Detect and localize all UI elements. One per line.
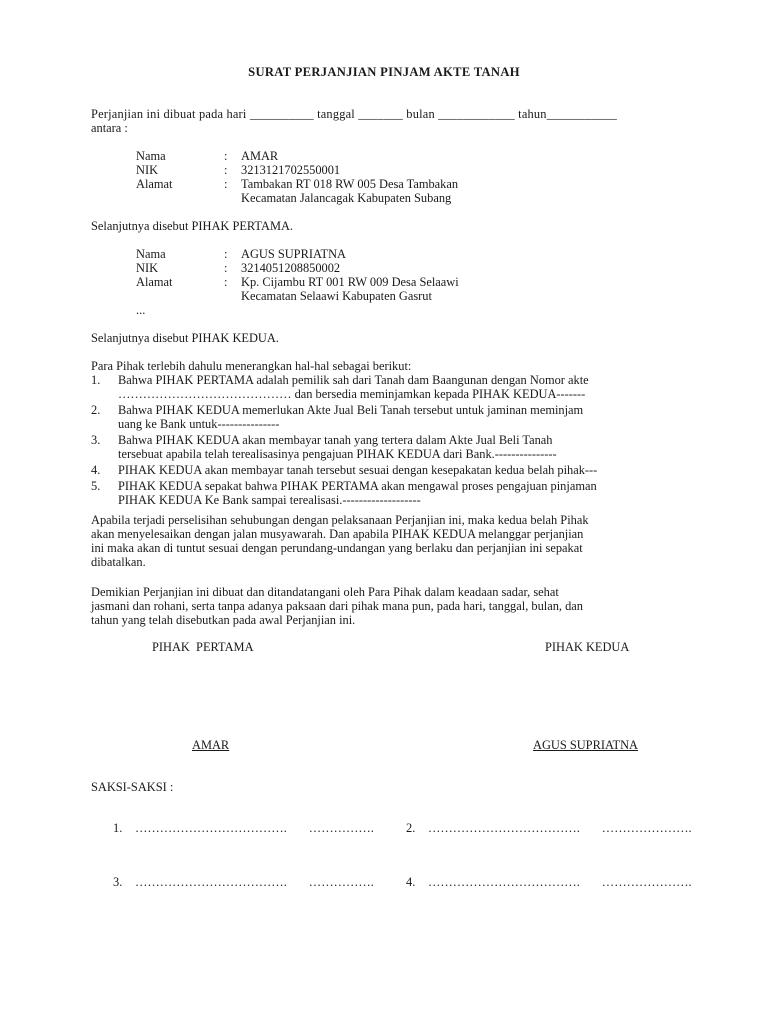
witness-line-1 [113,821,374,835]
signature-name-second: AGUS SUPRIATNA [533,738,638,752]
point-text: PIHAK KEDUA akan membayar tanah tersebut sesuai dengan kesepakatan kedua belah pihak--- [118,463,598,477]
witness-name-blank: ………………………………. [135,875,287,889]
witness-name-blank: ………………………………. [428,875,580,889]
name-label: Nama [136,247,166,261]
party-first-designation: Selanjutnya disebut PIHAK PERTAMA. [91,219,294,233]
paragraph-line: dibatalkan. [91,555,146,569]
witnesses-heading: SAKSI-SAKSI : [91,780,174,794]
list-item [91,479,703,507]
party-second-nik: 3214051208850002 [241,261,341,275]
witness-name-blank: ………………………………. [135,821,287,835]
colon: : [224,163,228,177]
nik-label: NIK [136,163,159,177]
point-text: tersebuat apabila telah terealisasinya pengajuan PIHAK KEDUA dari Bank.--------------- [118,447,557,461]
signature-label-second: PIHAK KEDUA [545,640,630,654]
name-label: Nama [136,149,166,163]
paragraph-line: Demikian Perjanjian ini dibuat dan ditandatangani oleh Para Pihak dalam keadaan sadar, sehat [91,585,559,599]
colon: : [224,247,228,261]
address-label: Alamat [136,275,173,289]
witness-line-2 [406,821,692,835]
dispute-paragraph [91,513,703,569]
colon: : [224,261,228,275]
witness-sign-blank: …………………. [601,821,692,835]
nik-label: NIK [136,261,159,275]
witness-sign-blank: ……………. [308,821,374,835]
closing-paragraph [91,585,703,627]
party-second-identity [136,247,556,317]
witness-number: 2. [406,821,416,835]
colon: : [224,149,228,163]
address-label: Alamat [136,177,173,191]
list-item [91,463,703,477]
signature-name-first: AMAR [192,738,230,752]
colon: : [224,275,228,289]
colon: : [224,177,228,191]
party-first-identity [136,149,556,205]
list-item [91,373,703,401]
paragraph-line: jasmani dan rohani, serta tanpa adanya paksaan dari pihak mana pun, pada hari, tanggal, bulan, dan [91,599,584,613]
intro-paragraph [91,107,703,135]
witness-number: 3. [113,875,123,889]
list-item [91,433,703,461]
party-second-name: AGUS SUPRIATNA [241,247,346,261]
point-text: PIHAK KEDUA Ke Bank sampai terealisasi.------------------- [118,493,421,507]
party-second-designation: Selanjutnya disebut PIHAK KEDUA. [91,331,279,345]
points-intro: Para Pihak terlebih dahulu menerangkan hal-hal sebagai berikut: [91,359,412,373]
point-text: Bahwa PIHAK PERTAMA adalah pemilik sah dari Tanah dam Baangunan dengan Nomor akte [118,373,589,387]
witness-name-blank: ………………………………. [428,821,580,835]
list-number: 3. [91,433,101,447]
party-first-nik: 3213121702550001 [241,163,341,177]
ellipsis: ... [136,303,146,317]
signature-label-first: PIHAK PERTAMA [152,640,254,654]
party-second-address-line2: Kecamatan Selaawi Kabupaten Gasrut [241,289,432,303]
intro-line: Perjanjian ini dibuat pada hari __________ tanggal _______ bulan ____________ tahun___________ [91,107,618,121]
party-second-address: Kp. Cijambu RT 001 RW 009 Desa Selaawi [241,275,459,289]
witness-line-3 [113,875,374,889]
point-text: Bahwa PIHAK KEDUA memerlukan Akte Jual Beli Tanah tersebut untuk jaminan meminjam [118,403,584,417]
point-text: uang ke Bank untuk--------------- [118,417,280,431]
witness-line-4 [406,875,692,889]
witness-number: 1. [113,821,123,835]
list-number: 5. [91,479,101,493]
party-first-address: Tambakan RT 018 RW 005 Desa Tambakan [241,177,459,191]
list-number: 2. [91,403,101,417]
witness-sign-blank: …………………. [601,875,692,889]
paragraph-line: akan menyelesaikan dengan jalan musyawarah. Dan apabila PIHAK KEDUA melanggar perjanjian [91,527,584,541]
paragraph-line: Apabila terjadi perselisihan sehubungan dengan pelaksanaan Perjanjian ini, maka kedua belah Pihak [91,513,589,527]
point-text: PIHAK KEDUA sepakat bahwa PIHAK PERTAMA akan mengawal proses pengajuan pinjaman [118,479,597,493]
points-list [91,373,703,509]
list-number: 4. [91,463,101,477]
point-text: Bahwa PIHAK KEDUA akan membayar tanah yang tertera dalam Akte Jual Beli Tanah [118,433,553,447]
party-first-name: AMAR [241,149,279,163]
intro-line: antara : [91,121,128,135]
list-item [91,403,703,431]
document-title: SURAT PERJANJIAN PINJAM AKTE TANAH [248,65,520,79]
paragraph-line: ini maka akan di tuntut sesuai dengan perundang-undangan yang berlaku dan perjanjian ini sepakat [91,541,583,555]
witness-sign-blank: ……………. [308,875,374,889]
point-text: …………………………………… dan bersedia meminjamkan kepada PIHAK KEDUA------- [118,387,586,401]
witness-number: 4. [406,875,416,889]
paragraph-line: tahun yang telah disebutkan pada awal Perjanjian ini. [91,613,356,627]
list-number: 1. [91,373,101,387]
party-first-address-line2: Kecamatan Jalancagak Kabupaten Subang [241,191,452,205]
